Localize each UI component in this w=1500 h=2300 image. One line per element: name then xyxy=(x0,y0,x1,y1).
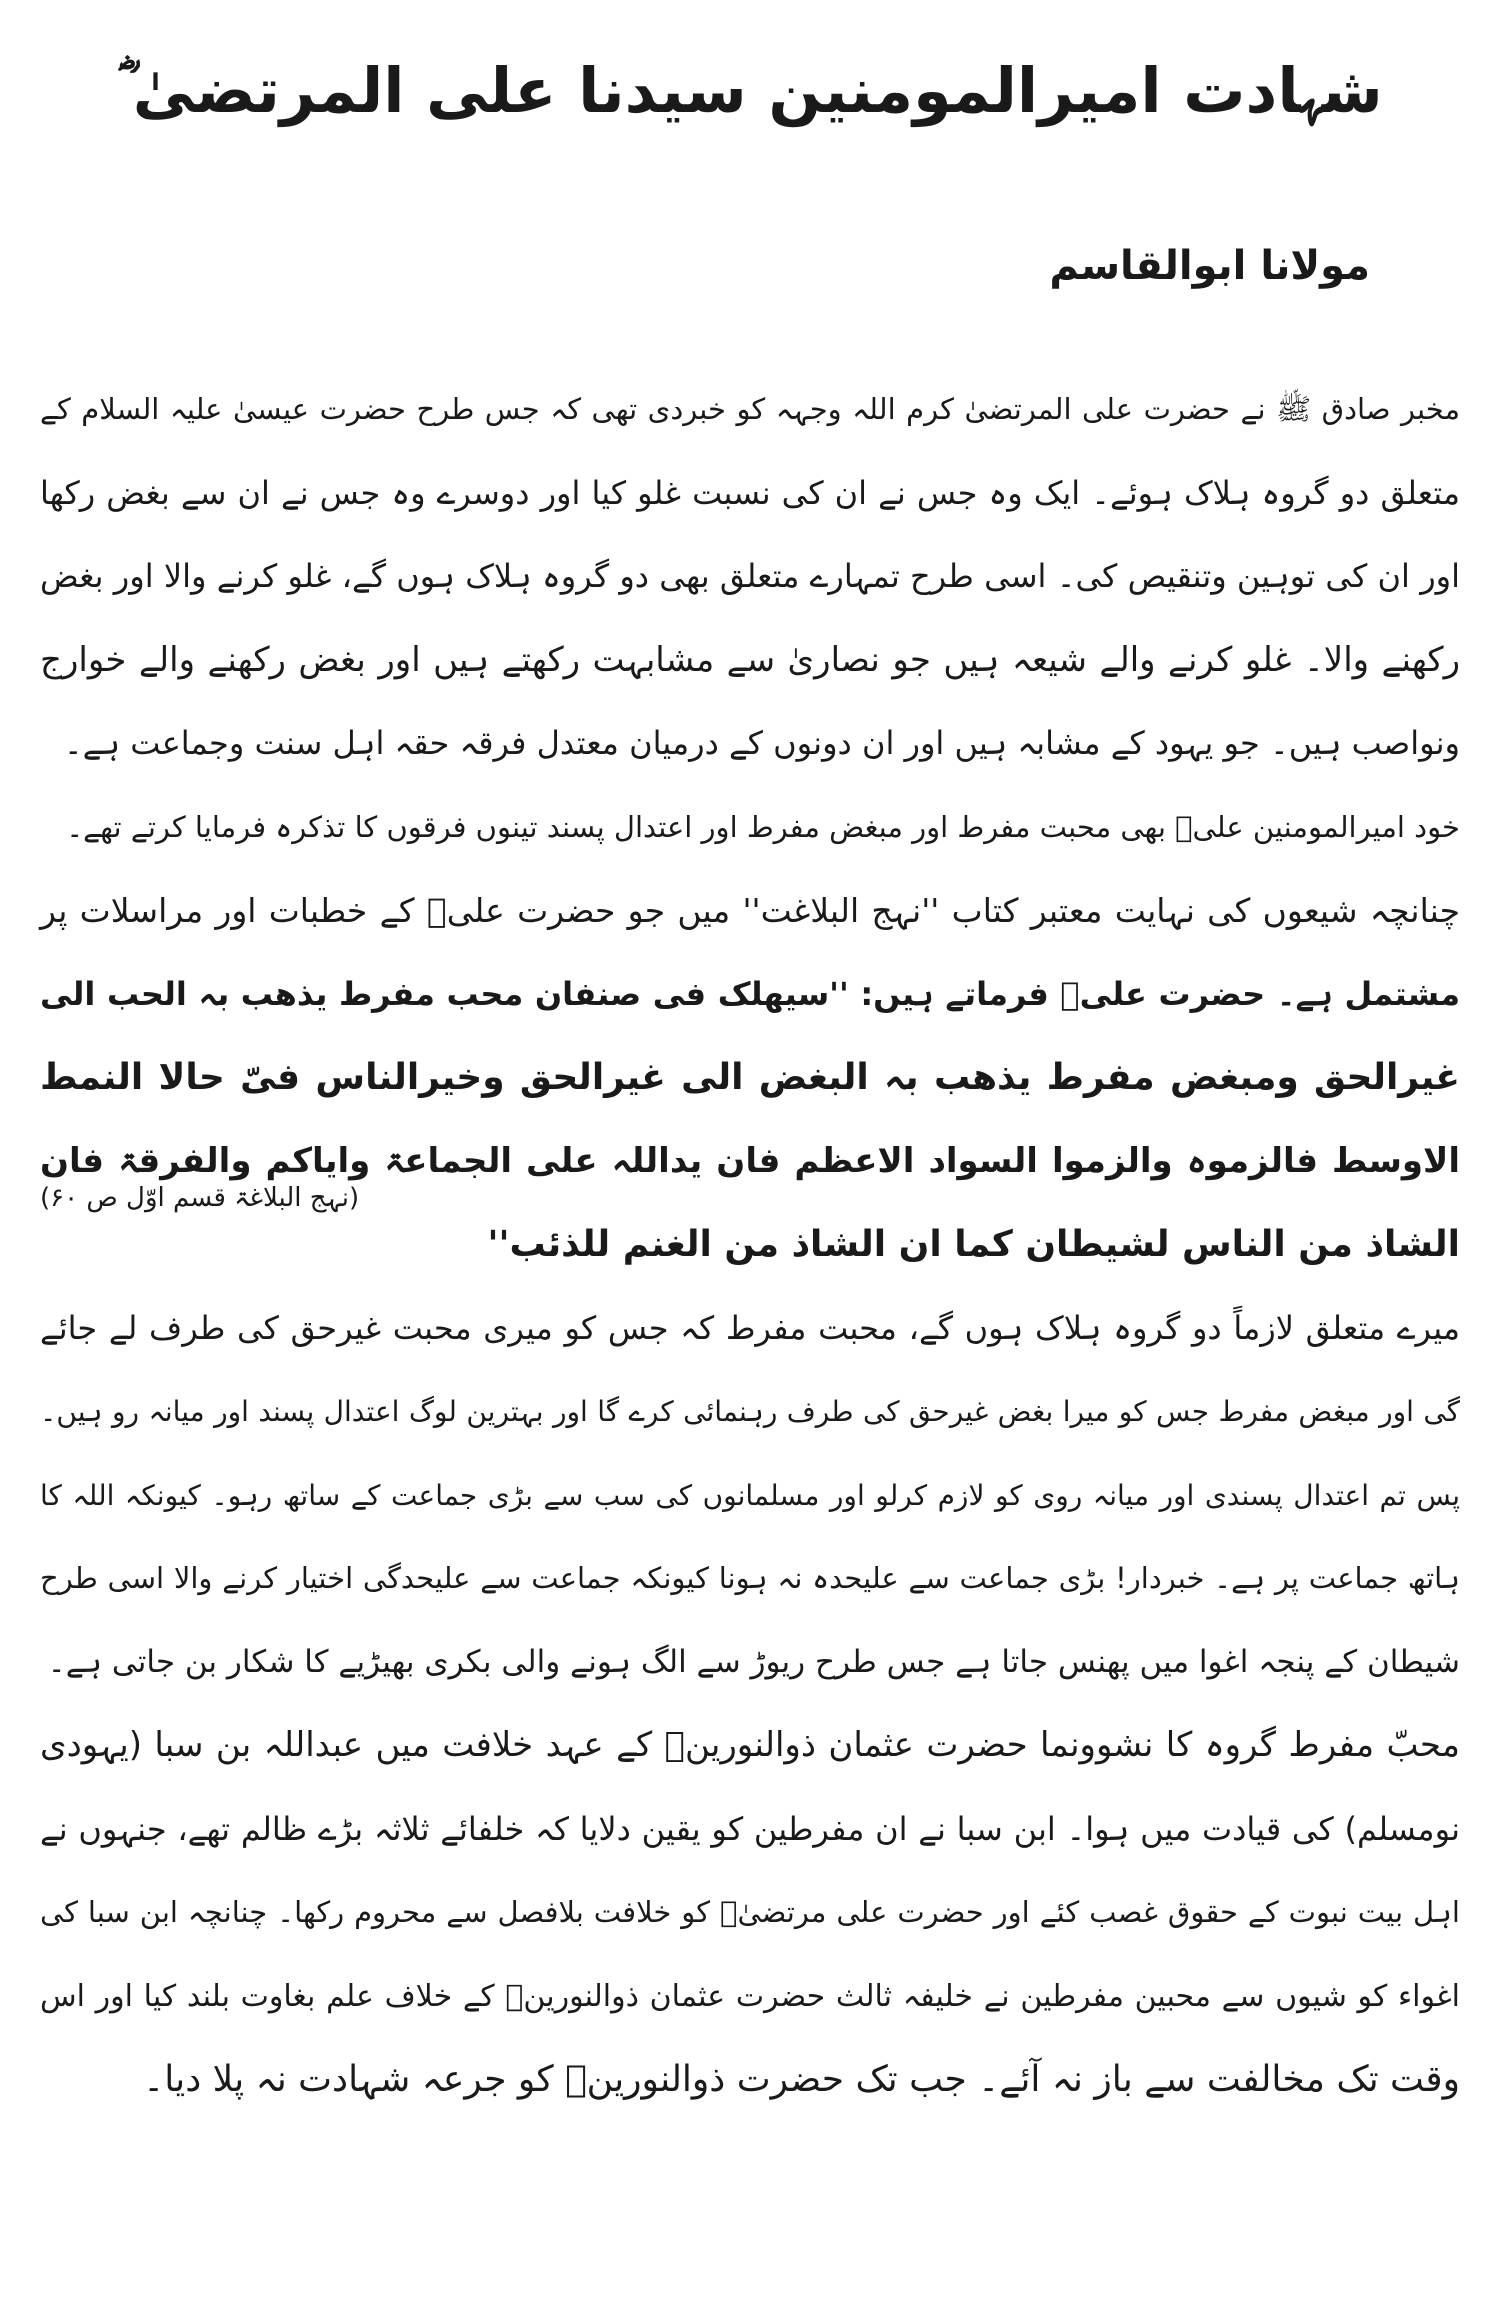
arabic-quote-line: الاوسط فالزموہ والزموا السواد الاعظم فان یداللہ علی الجماعۃ وایاکم والفرقۃ فان xyxy=(40,1140,1460,1181)
article-title: شہادت امیرالمومنین سیدنا علی المرتضیٰ ؓ xyxy=(117,54,1383,127)
arabic-quote-line: غیرالحق ومبغض مفرط یذھب بہ البغض الی غیرالحق وخیرالناس فیّ حالا النمط xyxy=(40,1057,1460,1098)
text-line: محبّ مفرط گروہ کا نشوونما حضرت عثمان ذوالنورینؓ کے عہد خلافت میں عبداللہ بن سبا (یہودی xyxy=(40,1725,1460,1765)
text-line: چنانچہ شیعوں کی نہایت معتبر کتاب ''نہج البلاغت'' میں جو حضرت علیؓ کے خطبات اور مراسلات پر xyxy=(40,891,1460,930)
source-reference: (نہج البلاغۃ قسم اوّل ص ۶۰) xyxy=(40,1183,360,1213)
text-line: اور ان کی توہین وتنقیص کی۔ اسی طرح تمہارے متعلق بھی دو گروہ ہلاک ہوں گے، غلو کرنے والا اور بغض xyxy=(40,557,1460,595)
text-line: میرے متعلق لازماً دو گروہ ہلاک ہوں گے، محبت مفرط کہ جس کو میری محبت غیرحق کی طرف لے جائے xyxy=(40,1308,1460,1347)
text-line: ہاتھ جماعت پر ہے۔ خبردار! بڑی جماعت سے علیحدہ نہ ہونا کیونکہ جماعت سے علیحدگی اختیار کرنے والا اسی طرح xyxy=(40,1561,1460,1595)
text-line: اہل بیت نبوت کے حقوق غصب کئے اور حضرت علی مرتضیٰؓ کو خلافت بلافصل سے محروم رکھا۔ چنانچہ ابن سبا کی xyxy=(40,1895,1460,1929)
text-line: پس تم اعتدال پسندی اور میانہ روی کو لازم کرلو اور مسلمانوں کی سب سے بڑی جماعت کے ساتھ رہو۔ کیونکہ اللہ کا xyxy=(40,1478,1460,1512)
text-line: خود امیرالمومنین علیؓ بھی محبت مفرط اور مبغض مفرط اور اعتدال پسند تینوں فرقوں کا تذکرہ فرمایا کرتے تھے۔ xyxy=(66,809,1460,844)
text-line: ونواصب ہیں۔ جو یہود کے مشابہ ہیں اور ان دونوں کے درمیان معتدل فرقہ حقہ اہل سنت وجماعت ہے۔ xyxy=(63,724,1460,762)
arabic-quote-line xyxy=(40,1183,1460,1287)
text-line: مخبر صادق ﷺ نے حضرت علی المرتضیٰ کرم اللہ وجہہ کو خبردی تھی کہ جس طرح حضرت عیسیٰ علیہ السلام کے xyxy=(40,392,1460,426)
text-line: مشتمل ہے۔ حضرت علیؓ فرماتے ہیں: ''سیھلک فی صنفان محب مفرط یذھب بہ الحب الی xyxy=(40,974,1460,1013)
text-line: نومسلم) کی قیادت میں ہوا۔ ابن سبا نے ان مفرطین کو یقین دلایا کہ خلفائے ثلاثہ بڑے ظالم تھے، جنہوں نے xyxy=(40,1809,1460,1848)
text-line: متعلق دو گروہ ہلاک ہوئے۔ ایک وہ جس نے ان کی نسبت غلو کیا اور دوسرے وہ جس نے ان سے بغض رکھا xyxy=(40,473,1460,512)
article-body xyxy=(40,368,1460,2122)
arabic-quote-end: الشاذ من الناس لشیطان کما ان الشاذ من الغنم للذئب'' xyxy=(487,1224,1460,1265)
text-line: گی اور مبغض مفرط جس کو میرا بغض غیرحق کی طرف رہنمائی کرے گا اور بہترین لوگ اعتدال پسند اور میانہ رو ہیں۔ xyxy=(40,1395,1460,1428)
text-line: وقت تک مخالفت سے باز نہ آئے۔ جب تک حضرت ذوالنورینؓ کو جرعہ شہادت نہ پلا دیا۔ xyxy=(143,2059,1460,2100)
document-page xyxy=(40,0,1460,2300)
text-line: شیطان کے پنجہ اغوا میں پھنس جاتا ہے جس طرح ریوڑ سے الگ ہونے والی بکری بھیڑیے کا شکار بن جاتی ہے۔ xyxy=(47,1643,1460,1680)
text-line: رکھنے والا۔ غلو کرنے والے شیعہ ہیں جو نصاریٰ سے مشابہت رکھتے ہیں اور بغض رکھنے والے خوارج xyxy=(40,639,1460,680)
author-name: مولانا ابوالقاسم xyxy=(1049,243,1370,289)
text-line: اغواء کو شیوں سے محبین مفرطین نے خلیفہ ثالث حضرت عثمان ذوالنورینؓ کے خلاف علم بغاوت بلند کیا اور اس xyxy=(40,1978,1460,2014)
